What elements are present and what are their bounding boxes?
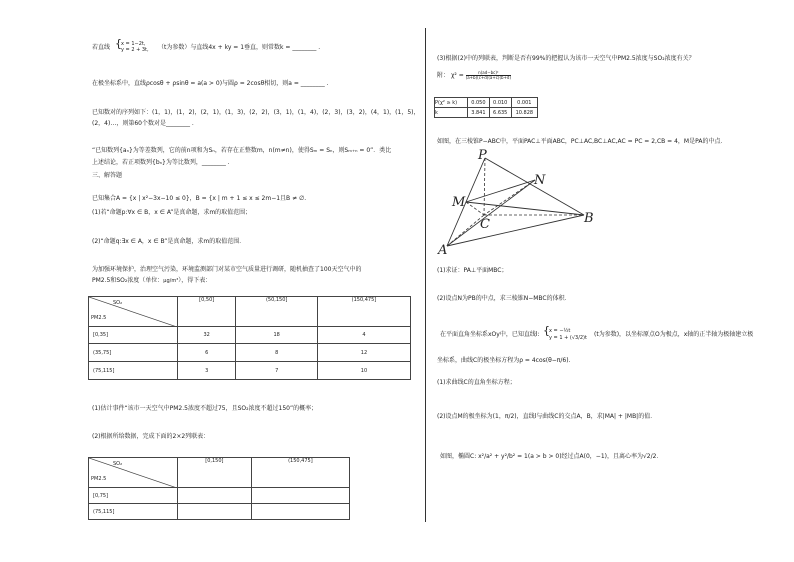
- table3-label: P(χ² ≥ k): [435, 98, 468, 108]
- q1-eq2: y = 2 + 3t,: [121, 47, 149, 53]
- table1-col-header: [0,50]: [178, 297, 236, 327]
- table-row: [89, 327, 411, 344]
- table1-cell: 4: [317, 327, 410, 344]
- table-row: [89, 504, 350, 520]
- table3-cell: 3.841: [468, 108, 490, 118]
- q6-part1: (1)估计事件“该市一天空气中PM2.5浓度不超过75，且SO₂浓度不超过150”的概率；: [92, 405, 318, 412]
- q6-line1: 为加强环境保护，治理空气污染，环境监测部门对某市空气质量进行调研，随机抽查了100天空气中的: [92, 266, 362, 273]
- q4-line1: “已知数列{aₙ}为等差数列，它的前n项和为Sₙ，若存在正整数m，n(m≠n)，使得Sₘ = Sₙ，则Sₘ₊ₙ = 0”．类比: [92, 147, 392, 154]
- q1-prefix: 若直线: [92, 44, 111, 51]
- table2-col-header: (150,475]: [251, 458, 349, 488]
- edge-MN: [466, 180, 535, 202]
- q5-part1: (1)若“命题p:∀x ∈ B，x ∈ A”是真命题，求m的取值范围；: [92, 209, 252, 216]
- q1-eq1: x = 1−2t,: [121, 41, 146, 47]
- formula-numerator: n(ad−bc)²: [466, 71, 511, 76]
- table-row: [435, 108, 538, 118]
- table1-corner-bottom: PM2.5: [91, 315, 107, 321]
- label-P: P: [478, 148, 487, 163]
- q8-eq1: x = −½t: [549, 328, 571, 334]
- formula-fraction: [466, 71, 511, 80]
- diagonal-line-icon: [89, 297, 177, 327]
- q9: 如图，椭圆C: x²/a² + y²/b² = 1(a > b > 0)经过点A(0，−1)，且离心率为√2/2．: [440, 453, 663, 460]
- label-B: B: [584, 211, 594, 226]
- table1-col-header: (50,150]: [236, 297, 318, 327]
- table-row: [89, 344, 411, 362]
- table3-cell: 10.828: [511, 108, 537, 118]
- table2-cell: [178, 488, 252, 504]
- table1-cell: 18: [236, 327, 318, 344]
- q8-suffix: (t为参数)，以坐标原点O为极点，x轴的正半轴为极轴建立极: [594, 331, 754, 338]
- label-A: A: [438, 243, 448, 258]
- table1-cell: 10: [317, 362, 410, 380]
- table-row: [89, 488, 350, 504]
- q8-line2: 坐标系，曲线C的极坐标方程为ρ = 4cos(θ−π/6).: [437, 357, 571, 364]
- q3-line1: 已知数对的序列如下：(1，1)，(1，2)，(2，1)，(1，3)，(2，2)，(3，1)，(1，4)，(2，3)，(3，2)，(4，1)，(1，5)，: [92, 109, 420, 116]
- table3-label: k: [435, 108, 468, 118]
- table1-row-label: (75,115]: [89, 362, 178, 380]
- table3-cell: 0.050: [468, 98, 490, 108]
- label-N: N: [534, 173, 546, 188]
- table1-corner: [89, 297, 178, 327]
- formula-lhs: χ² =: [450, 72, 464, 79]
- table1-row-label: [0,35]: [89, 327, 178, 344]
- section-heading: 三、解答题: [92, 172, 123, 179]
- pyramid-figure: [434, 146, 604, 258]
- table2-corner: [89, 458, 178, 488]
- table1-corner-top: SO₂: [113, 300, 123, 306]
- table2-cell: [251, 488, 349, 504]
- q6-line2-end: ），得下表：: [178, 277, 212, 284]
- table2-cell: [251, 504, 349, 520]
- q6-unit: μg/m³: [163, 278, 179, 284]
- table2-corner-bottom: PM2.5: [91, 476, 107, 482]
- table1-cell: 12: [317, 344, 410, 362]
- q5-line1: 已知集合A = {x | x²−3x−10 ≤ 0}，B = {x | m + 1 ≤ x ≤ 2m−1且B ≠ ∅.: [92, 195, 307, 202]
- table2-corner-top: SO₂: [113, 461, 123, 467]
- table1-col-header: (150,475]: [317, 297, 410, 327]
- edge-PC: [484, 158, 485, 215]
- q8-part1: (1)求曲线C的直角坐标方程；: [437, 379, 516, 386]
- brace-icon: {: [543, 324, 550, 337]
- q6-part2: (2)根据所给数据，完成下面的2×2列联表：: [92, 433, 210, 440]
- table2-row-label: (75,115]: [89, 504, 178, 520]
- q6-part3: (3)根据(2)中的列联表，判断是否有99%的把握认为该市一天空气中PM2.5浓度与SO₂浓度有关？: [437, 55, 695, 62]
- table3-cell: 0.010: [489, 98, 511, 108]
- table1-cell: 7: [236, 362, 318, 380]
- formula-prefix: 附：: [437, 72, 450, 79]
- q7-line1: 如图，在三棱锥P−ABC中，平面PAC⊥平面ABC，PC⊥AC,BC⊥AC,AC = PC = 2,CB = 4，M是PA的中点．: [437, 138, 727, 145]
- table1-cell: 3: [178, 362, 236, 380]
- diagonal-line-icon: [89, 458, 177, 488]
- table1-cell: 8: [236, 344, 318, 362]
- edge-AC: [447, 215, 484, 246]
- pollution-table: [88, 296, 411, 380]
- q3-line2: (2，4)…，则第60个数对是________ .: [92, 120, 194, 127]
- table2-cell: [178, 504, 252, 520]
- q2: 在极坐标系中，直线ρcosθ + ρsinθ = a(a > 0)与圆ρ = 2cosθ相切，则a = ________ .: [92, 80, 329, 87]
- table-row: [435, 98, 538, 108]
- table-row: [89, 362, 411, 380]
- q5-part2: (2)“命题q:∃x ∈ A，x ∈ B”是真命题，求m的取值范围．: [92, 238, 246, 245]
- table1-cell: 32: [178, 327, 236, 344]
- column-divider: [425, 28, 426, 522]
- q8-part2: (2)设点M的极坐标为(1，π/2)，直线l与曲线C的交点A，B，求|MA| + |MB|的值．: [437, 413, 657, 420]
- table1-row-label: (35,75]: [89, 344, 178, 362]
- label-C: C: [480, 217, 490, 232]
- table3-cell: 6.635: [489, 108, 511, 118]
- q7-part1: (1)求证：PA⊥平面MBC；: [437, 267, 508, 274]
- q6-line2-text: PM2.5和SO₂浓度（单位：: [92, 277, 164, 284]
- formula: [437, 71, 511, 80]
- table2-row-label: [0,75]: [89, 488, 178, 504]
- formula-denominator: (a+b)(c+d)(a+c)(b+d): [465, 75, 512, 80]
- q4-line2: 上述结论，若正项数列{bₙ}为等比数列，________ .: [92, 159, 230, 166]
- q1-suffix: （t为参数）与直线4x + ky = 1垂直，则常数k = ________ .: [158, 44, 321, 51]
- brace-icon: {: [115, 37, 122, 50]
- table1-cell: 6: [178, 344, 236, 362]
- label-M: M: [452, 195, 466, 210]
- table3-cell: 0.001: [511, 98, 537, 108]
- q6-line2: [92, 277, 211, 285]
- critical-value-table: [434, 97, 538, 118]
- q8-prefix: 在平面直角坐标系xOy中，已知直线l:: [440, 331, 540, 338]
- q7-part2: (2)设点N为PB的中点，求三棱锥N−MBC的体积．: [437, 295, 571, 302]
- table2-col-header: [0,150]: [178, 458, 252, 488]
- q8-eq2: y = 1 + (√3/2)t: [549, 335, 587, 341]
- contingency-table: [88, 457, 350, 520]
